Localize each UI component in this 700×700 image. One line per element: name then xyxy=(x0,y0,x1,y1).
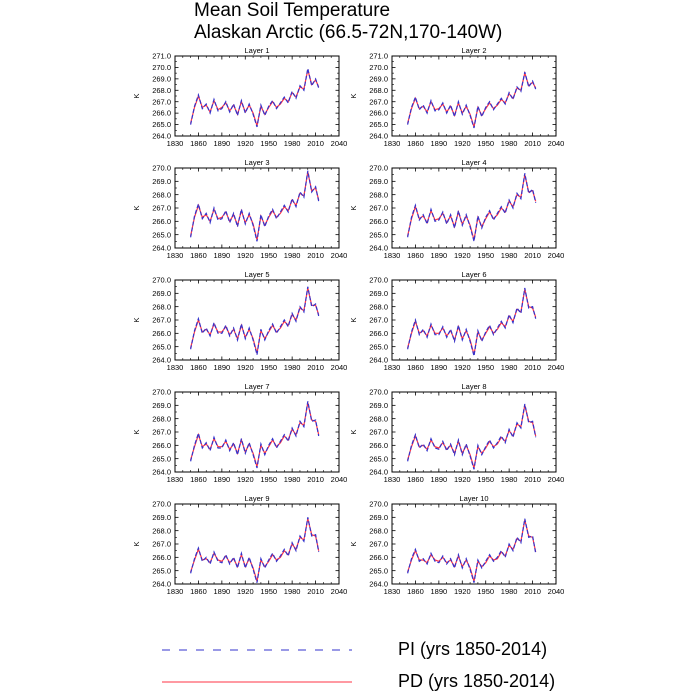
y-tick-label: 268.0 xyxy=(369,85,388,95)
panel-title: Layer 10 xyxy=(459,494,489,503)
x-tick-label: 2010 xyxy=(524,251,541,260)
x-tick-label: 1890 xyxy=(430,475,448,484)
x-tick-label: 1860 xyxy=(190,587,207,596)
y-tick-label: 266.0 xyxy=(152,440,171,450)
x-tick-label: 1830 xyxy=(166,587,184,596)
x-tick-label: 1890 xyxy=(213,363,231,372)
x-tick-label: 1890 xyxy=(430,363,448,372)
y-tick-label: 268.0 xyxy=(369,190,388,200)
y-axis-label: K xyxy=(349,317,358,323)
series-line-pi xyxy=(408,288,536,356)
y-tick-label: 271.0 xyxy=(152,51,171,61)
y-axis-label: K xyxy=(132,541,141,547)
plot-frame xyxy=(175,392,339,472)
y-tick-label: 268.0 xyxy=(152,526,171,536)
panel-layer-1 xyxy=(132,46,347,148)
x-tick-label: 1950 xyxy=(477,587,495,596)
figure-title-line-1: Mean Soil Temperature xyxy=(194,0,391,21)
x-tick-label: 1860 xyxy=(190,139,207,148)
plot-frame xyxy=(175,504,339,584)
y-tick-label: 270.0 xyxy=(369,163,388,173)
y-tick-label: 266.0 xyxy=(152,552,171,562)
x-tick-label: 1920 xyxy=(236,587,254,596)
x-tick-label: 1950 xyxy=(260,363,278,372)
x-tick-label: 2010 xyxy=(524,475,541,484)
x-tick-label: 1830 xyxy=(383,139,401,148)
y-tick-label: 264.0 xyxy=(369,131,388,141)
y-tick-label: 271.0 xyxy=(369,51,388,61)
y-axis-label: K xyxy=(132,93,141,99)
x-tick-label: 1890 xyxy=(213,139,231,148)
y-tick-label: 265.0 xyxy=(369,230,388,240)
x-tick-label: 2010 xyxy=(307,139,324,148)
x-tick-label: 1980 xyxy=(500,363,518,372)
series-line-pd xyxy=(408,520,536,581)
y-tick-label: 264.0 xyxy=(152,131,171,141)
y-tick-label: 264.0 xyxy=(152,243,171,253)
y-tick-label: 265.0 xyxy=(152,454,171,464)
x-tick-label: 2040 xyxy=(330,251,348,260)
x-tick-label: 1830 xyxy=(383,587,401,596)
y-tick-label: 264.0 xyxy=(369,467,388,477)
x-tick-label: 1890 xyxy=(213,587,231,596)
x-tick-label: 2010 xyxy=(307,475,324,484)
x-tick-label: 1950 xyxy=(477,363,495,372)
x-tick-label: 2040 xyxy=(547,475,565,484)
x-tick-label: 1890 xyxy=(430,139,448,148)
y-tick-label: 270.0 xyxy=(369,63,388,73)
y-tick-label: 267.0 xyxy=(152,97,171,107)
y-tick-label: 267.0 xyxy=(152,203,171,213)
y-tick-label: 265.0 xyxy=(152,566,171,576)
panel-layer-2 xyxy=(349,46,564,148)
series-line-pd xyxy=(408,405,536,468)
x-tick-label: 1950 xyxy=(260,587,278,596)
x-tick-label: 2010 xyxy=(307,587,324,596)
x-tick-label: 1920 xyxy=(236,139,254,148)
y-tick-label: 267.0 xyxy=(369,315,388,325)
x-tick-label: 1980 xyxy=(500,139,518,148)
x-tick-label: 2010 xyxy=(307,363,324,372)
panel-title: Layer 2 xyxy=(461,46,487,55)
x-tick-label: 1950 xyxy=(477,251,495,260)
y-tick-label: 267.0 xyxy=(369,97,388,107)
panel-layer-5 xyxy=(132,270,347,372)
panel-layer-10 xyxy=(349,494,564,596)
x-tick-label: 1920 xyxy=(236,475,254,484)
x-tick-label: 1980 xyxy=(500,475,518,484)
y-tick-label: 264.0 xyxy=(369,355,388,365)
series-line-pd xyxy=(408,175,536,240)
series-line-pi xyxy=(191,171,319,242)
x-tick-label: 1980 xyxy=(283,475,301,484)
y-tick-label: 269.0 xyxy=(152,512,171,522)
y-tick-label: 264.0 xyxy=(152,579,171,589)
series-line-pd xyxy=(191,70,319,126)
legend-label-pi: PI (yrs 1850-2014) xyxy=(398,639,548,659)
x-tick-label: 2040 xyxy=(330,363,348,372)
figure-title-line-2: Alaskan Arctic (66.5-72N,170-140W) xyxy=(194,22,503,43)
x-tick-label: 1830 xyxy=(383,251,401,260)
y-axis-label: K xyxy=(132,429,141,435)
x-tick-label: 2040 xyxy=(330,587,348,596)
x-tick-label: 1860 xyxy=(407,363,424,372)
y-axis-label: K xyxy=(132,317,141,323)
y-tick-label: 269.0 xyxy=(369,176,388,186)
x-tick-label: 1830 xyxy=(166,363,184,372)
y-tick-label: 270.0 xyxy=(369,275,388,285)
x-tick-label: 2040 xyxy=(330,475,348,484)
panel-title: Layer 5 xyxy=(244,270,270,279)
y-tick-label: 266.0 xyxy=(152,108,171,118)
x-tick-label: 1980 xyxy=(283,363,301,372)
panel-layer-9 xyxy=(132,494,347,596)
y-tick-label: 270.0 xyxy=(152,499,171,509)
panel-title: Layer 9 xyxy=(244,494,270,503)
y-tick-label: 268.0 xyxy=(369,526,388,536)
y-tick-label: 268.0 xyxy=(152,190,171,200)
y-tick-label: 269.0 xyxy=(369,400,388,410)
x-tick-label: 1920 xyxy=(453,475,471,484)
x-tick-label: 2010 xyxy=(524,587,541,596)
y-tick-label: 265.0 xyxy=(369,120,388,130)
x-tick-label: 2040 xyxy=(330,139,348,148)
x-tick-label: 1830 xyxy=(166,251,184,260)
y-tick-label: 265.0 xyxy=(152,230,171,240)
x-tick-label: 1920 xyxy=(453,139,471,148)
y-axis-label: K xyxy=(349,541,358,547)
y-tick-label: 267.0 xyxy=(369,203,388,213)
y-tick-label: 269.0 xyxy=(369,74,388,84)
y-tick-label: 265.0 xyxy=(152,120,171,130)
y-tick-label: 270.0 xyxy=(369,499,388,509)
x-tick-label: 1920 xyxy=(453,363,471,372)
x-tick-label: 1980 xyxy=(283,251,301,260)
y-axis-label: K xyxy=(349,93,358,99)
y-tick-label: 266.0 xyxy=(369,440,388,450)
y-tick-label: 269.0 xyxy=(152,74,171,84)
y-tick-label: 270.0 xyxy=(152,63,171,73)
y-tick-label: 266.0 xyxy=(369,216,388,226)
panel-title: Layer 3 xyxy=(244,158,270,167)
series-line-pd xyxy=(191,519,319,582)
x-tick-label: 1980 xyxy=(500,587,518,596)
series-line-pd xyxy=(191,403,319,467)
plot-frame xyxy=(392,504,556,584)
series-line-pi xyxy=(191,517,319,582)
y-tick-label: 264.0 xyxy=(152,467,171,477)
x-tick-label: 1980 xyxy=(500,251,518,260)
series-line-pi xyxy=(191,287,319,355)
plot-frame xyxy=(392,280,556,360)
x-tick-label: 2040 xyxy=(547,139,565,148)
y-tick-label: 266.0 xyxy=(152,216,171,226)
x-tick-label: 1830 xyxy=(383,363,401,372)
panel-layer-6 xyxy=(349,270,564,372)
panel-title: Layer 4 xyxy=(461,158,487,167)
x-tick-label: 1860 xyxy=(407,251,424,260)
y-tick-label: 269.0 xyxy=(369,288,388,298)
x-tick-label: 1860 xyxy=(407,475,424,484)
x-tick-label: 1950 xyxy=(477,475,495,484)
x-tick-label: 1860 xyxy=(407,139,424,148)
y-tick-label: 268.0 xyxy=(152,85,171,95)
y-tick-label: 265.0 xyxy=(369,566,388,576)
y-tick-label: 265.0 xyxy=(369,454,388,464)
y-tick-label: 265.0 xyxy=(152,342,171,352)
panel-title: Layer 6 xyxy=(461,270,487,279)
x-tick-label: 1950 xyxy=(260,139,278,148)
x-tick-label: 1860 xyxy=(190,475,207,484)
panel-layer-4 xyxy=(349,158,564,260)
x-tick-label: 1860 xyxy=(407,587,424,596)
legend-label-pd: PD (yrs 1850-2014) xyxy=(398,671,556,691)
y-tick-label: 270.0 xyxy=(152,387,171,397)
x-tick-label: 1860 xyxy=(190,251,207,260)
y-tick-label: 268.0 xyxy=(369,302,388,312)
y-tick-label: 266.0 xyxy=(369,108,388,118)
y-tick-label: 270.0 xyxy=(152,163,171,173)
series-line-pi xyxy=(191,401,319,468)
panel-layer-8 xyxy=(349,382,564,484)
x-tick-label: 1920 xyxy=(236,363,254,372)
y-tick-label: 264.0 xyxy=(369,243,388,253)
x-tick-label: 1890 xyxy=(213,251,231,260)
x-tick-label: 1980 xyxy=(283,139,301,148)
x-tick-label: 1920 xyxy=(453,587,471,596)
panel-title: Layer 7 xyxy=(244,382,270,391)
y-tick-label: 269.0 xyxy=(369,512,388,522)
y-tick-label: 270.0 xyxy=(152,275,171,285)
panel-layer-3 xyxy=(132,158,347,260)
x-tick-label: 2040 xyxy=(547,587,565,596)
plot-frame xyxy=(175,280,339,360)
y-tick-label: 266.0 xyxy=(369,328,388,338)
y-tick-label: 268.0 xyxy=(152,302,171,312)
y-tick-label: 269.0 xyxy=(152,176,171,186)
x-tick-label: 2040 xyxy=(547,251,565,260)
x-tick-label: 1950 xyxy=(260,475,278,484)
y-tick-label: 267.0 xyxy=(152,315,171,325)
y-tick-label: 268.0 xyxy=(369,414,388,424)
plot-frame xyxy=(392,168,556,248)
x-tick-label: 1980 xyxy=(283,587,301,596)
x-tick-label: 1950 xyxy=(260,251,278,260)
y-tick-label: 268.0 xyxy=(152,414,171,424)
y-axis-label: K xyxy=(349,205,358,211)
y-axis-label: K xyxy=(132,205,141,211)
y-tick-label: 266.0 xyxy=(369,552,388,562)
y-tick-label: 267.0 xyxy=(152,539,171,549)
y-tick-label: 265.0 xyxy=(369,342,388,352)
x-tick-label: 1830 xyxy=(166,139,184,148)
y-tick-label: 270.0 xyxy=(369,387,388,397)
x-tick-label: 1830 xyxy=(383,475,401,484)
y-tick-label: 266.0 xyxy=(152,328,171,338)
plot-frame xyxy=(392,392,556,472)
panel-title: Layer 1 xyxy=(244,46,270,55)
y-tick-label: 264.0 xyxy=(152,355,171,365)
series-line-pd xyxy=(408,73,536,127)
panel-title: Layer 8 xyxy=(461,382,487,391)
y-tick-label: 269.0 xyxy=(152,288,171,298)
y-tick-label: 264.0 xyxy=(369,579,388,589)
x-tick-label: 2010 xyxy=(307,251,324,260)
x-tick-label: 1950 xyxy=(477,139,495,148)
x-tick-label: 1920 xyxy=(453,251,471,260)
y-tick-label: 269.0 xyxy=(152,400,171,410)
x-tick-label: 1860 xyxy=(190,363,207,372)
y-axis-label: K xyxy=(349,429,358,435)
panel-layer-7 xyxy=(132,382,347,484)
x-tick-label: 1890 xyxy=(430,251,448,260)
y-tick-label: 267.0 xyxy=(369,427,388,437)
x-tick-label: 1890 xyxy=(213,475,231,484)
x-tick-label: 2040 xyxy=(547,363,565,372)
y-tick-label: 267.0 xyxy=(369,539,388,549)
x-tick-label: 2010 xyxy=(524,363,541,372)
x-tick-label: 1920 xyxy=(236,251,254,260)
y-tick-label: 267.0 xyxy=(152,427,171,437)
x-tick-label: 1890 xyxy=(430,587,448,596)
x-tick-label: 2010 xyxy=(524,139,541,148)
series-line-pd xyxy=(408,289,536,354)
x-tick-label: 1830 xyxy=(166,475,184,484)
